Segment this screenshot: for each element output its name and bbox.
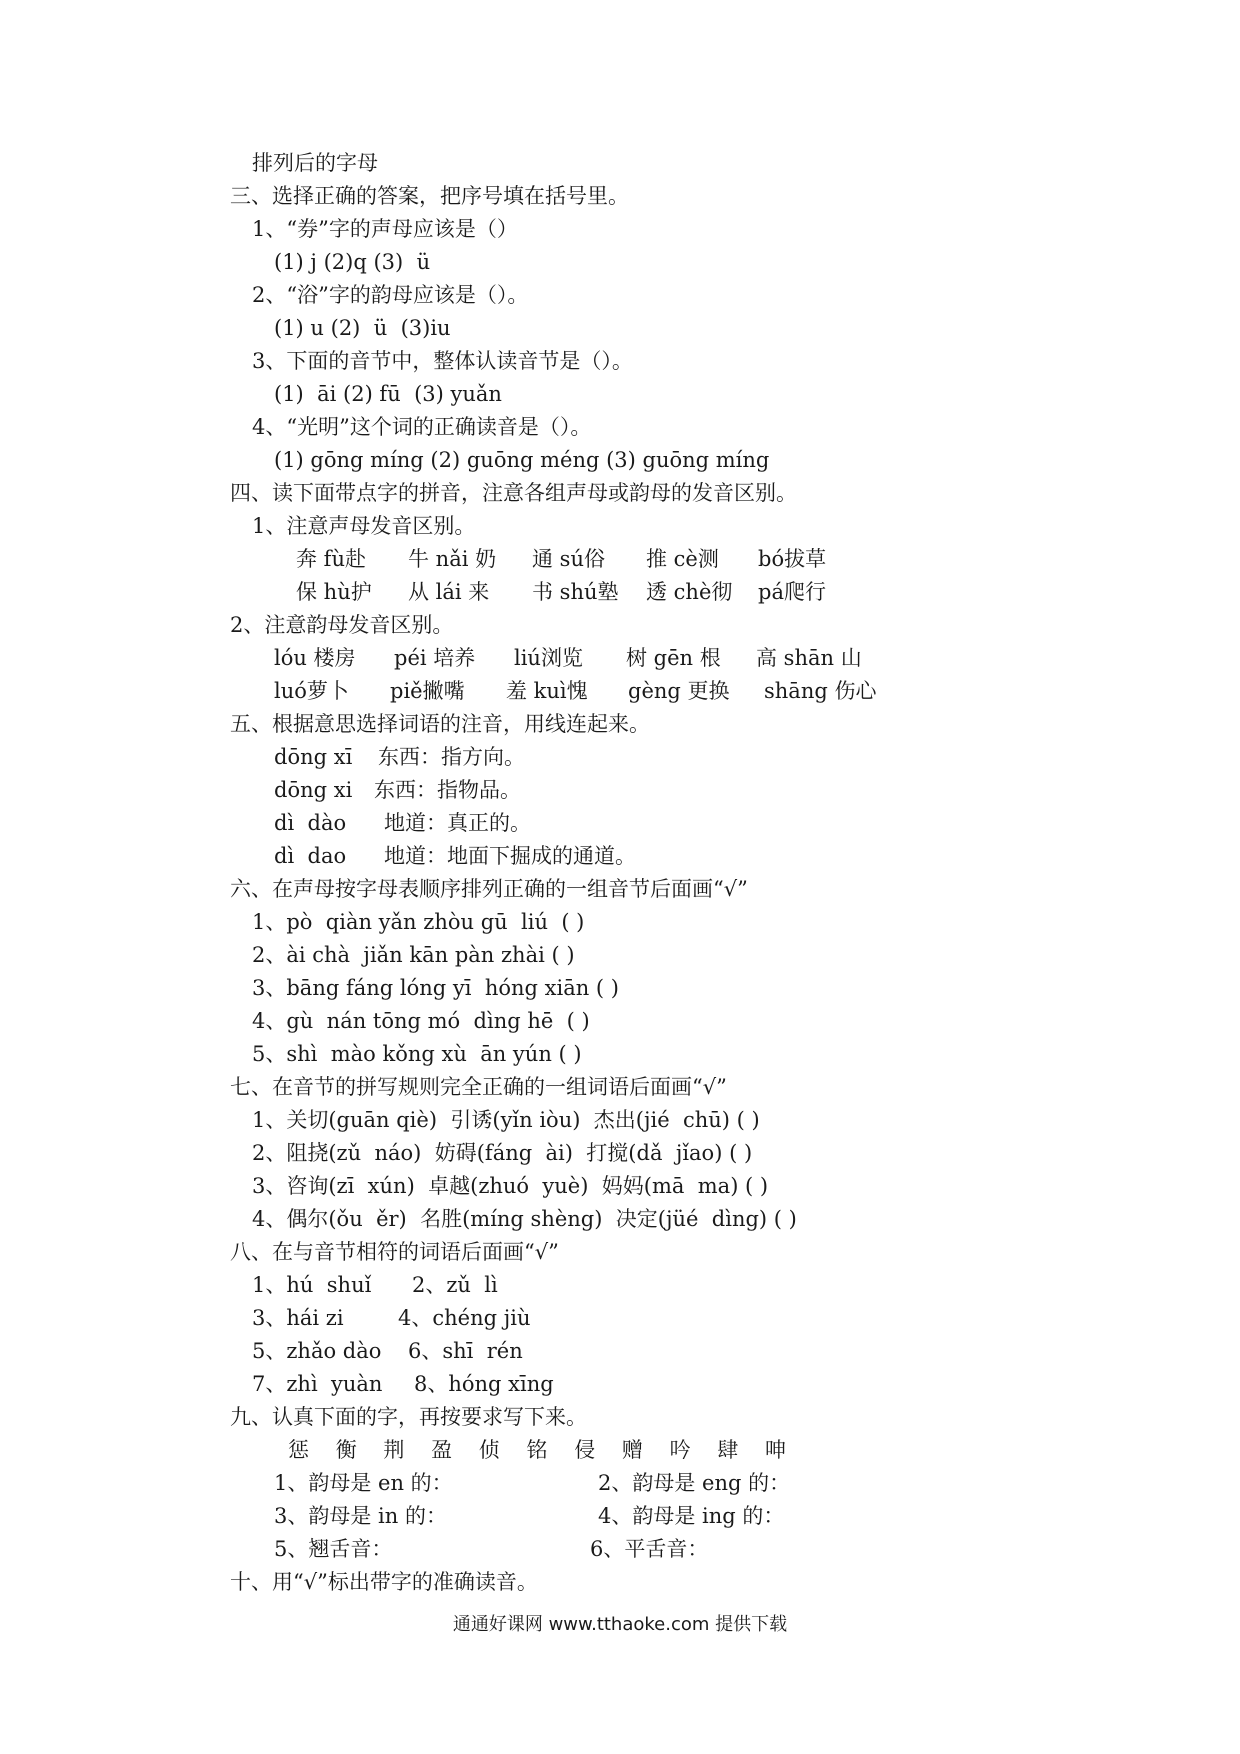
q6-1: 1、pò qiàn yǎn zhòu gū liú ( ) [252,910,585,934]
q4-initial-item: 从 lái 来 [408,580,490,604]
q4-2: 2、注意韵母发音区别。 [230,613,454,637]
q9-item: 6、平舌音： [590,1537,709,1561]
q9-item: 3、韵母是 in 的： [274,1504,447,1528]
q4-final-item: luó萝卜 [274,679,349,703]
q4-final-item: gèng 更换 [628,679,730,703]
q5-pinyin: dì dào [274,811,347,835]
q9-item: 2、韵母是 eng 的： [598,1471,791,1495]
q4-initial-item: 保 hù护 [296,580,372,604]
q5-meaning: 东西：指方向。 [378,745,525,769]
line-letters-sorted: 排列后的字母 [252,151,378,175]
q8-item: 8、hóng xīng [414,1372,554,1396]
q3-1: 1、“券”字的声母应该是（） [252,217,518,241]
q7-1: 1、关切(guān qiè) 引诱(yǐn iòu) 杰出(jié chū) ( ) [252,1108,760,1132]
q3-3-options: (1) āi (2) fū (3) yuǎn [274,382,502,406]
q8-item: 2、zǔ lì [412,1273,498,1297]
q7-2: 2、阻挠(zǔ náo) 妨碍(fáng ài) 打搅(dǎ jǐao) ( ) [252,1141,753,1165]
q4-initial-item: 书 shú塾 [532,580,619,604]
section-7-title: 七、在音节的拼写规则完全正确的一组词语后面画“√” [230,1075,727,1099]
q3-4-options: (1) gōng míng (2) guōng méng (3) guōng míng [274,448,770,472]
footer-download-note: 通通好课网 www.tthaoke.com 提供下载 [452,1614,788,1635]
q4-final-item: 树 gēn 根 [626,646,721,670]
q4-initial-item: 奔 fù赴 [296,547,366,571]
section-8-title: 八、在与音节相符的词语后面画“√” [230,1240,559,1264]
q8-item: 7、zhì yuàn [252,1372,383,1396]
q4-final-item: péi 培养 [394,646,476,670]
q9-item: 1、韵母是 en 的： [274,1471,453,1495]
section-10-title: 十、用“√”标出带字的准确读音。 [230,1570,538,1594]
q4-initial-item: bó拔草 [758,547,827,571]
q8-item: 6、shī rén [408,1339,523,1363]
q6-2: 2、ài chà jiǎn kān pàn zhài ( ) [252,943,575,967]
q8-item: 3、hái zi [252,1306,344,1330]
q9-characters: 惩 衡 荆 盈 侦 铭 侵 赠 吟 肆 呻 [288,1438,787,1462]
q4-final-item: 羞 kuì愧 [506,679,588,703]
q8-item: 5、zhǎo dào [252,1339,382,1363]
section-6-title: 六、在声母按字母表顺序排列正确的一组音节后面画“√” [230,877,748,901]
q7-4: 4、偶尔(ǒu ěr) 名胜(míng shèng) 决定(jüé dìng) ( ) [252,1207,797,1231]
q4-final-item: lóu 楼房 [274,646,356,670]
q4-initial-item: pá爬行 [758,580,826,604]
q4-final-item: shāng 伤心 [764,679,877,703]
q6-3: 3、bāng fáng lóng yī hóng xiān ( ) [252,976,619,1000]
q5-meaning: 地道：地面下掘成的通道。 [384,844,636,868]
q3-2: 2、“浴”字的韵母应该是（）。 [252,283,529,307]
q7-3: 3、咨询(zī xún) 卓越(zhuó yuè) 妈妈(mā ma) ( ) [252,1174,769,1198]
q9-item: 4、韵母是 ing 的： [598,1504,785,1528]
q4-final-item: 高 shān 山 [756,646,862,670]
q5-pinyin: dōng xī [274,745,353,769]
section-5-title: 五、根据意思选择词语的注音，用线连起来。 [230,712,650,736]
q3-4: 4、“光明”这个词的正确读音是（）。 [252,415,592,439]
q5-meaning: 东西：指物品。 [374,778,521,802]
section-4-title: 四、读下面带点字的拼音，注意各组声母或韵母的发音区别。 [230,481,797,505]
q4-1: 1、注意声母发音区别。 [252,514,476,538]
q5-meaning: 地道：真正的。 [384,811,531,835]
q8-item: 4、chéng jiù [398,1306,531,1330]
q9-item: 5、翘舌音： [274,1537,393,1561]
q4-final-item: piě撇嘴 [390,679,465,703]
q4-initial-item: 透 chè彻 [646,580,733,604]
q5-pinyin: dōng xi [274,778,353,802]
q3-1-options: (1) j (2)q (3) ü [274,250,431,274]
q4-initial-item: 推 cè测 [646,547,719,571]
q4-initial-item: 通 sú俗 [532,547,605,571]
q4-initial-item: 牛 nǎi 奶 [408,547,497,571]
q5-pinyin: dì dao [274,844,347,868]
q6-4: 4、gù nán tōng mó dìng hē ( ) [252,1009,590,1033]
q8-item: 1、hú shuǐ [252,1273,372,1297]
q6-5: 5、shì mào kǒng xù ān yún ( ) [252,1042,582,1066]
q3-3: 3、下面的音节中，整体认读音节是（）。 [252,349,633,373]
section-3-title: 三、选择正确的答案，把序号填在括号里。 [230,184,629,208]
q4-final-item: liú浏览 [514,646,583,670]
section-9-title: 九、认真下面的字，再按要求写下来。 [230,1405,587,1429]
q3-2-options: (1) u (2) ü (3)iu [274,316,451,340]
